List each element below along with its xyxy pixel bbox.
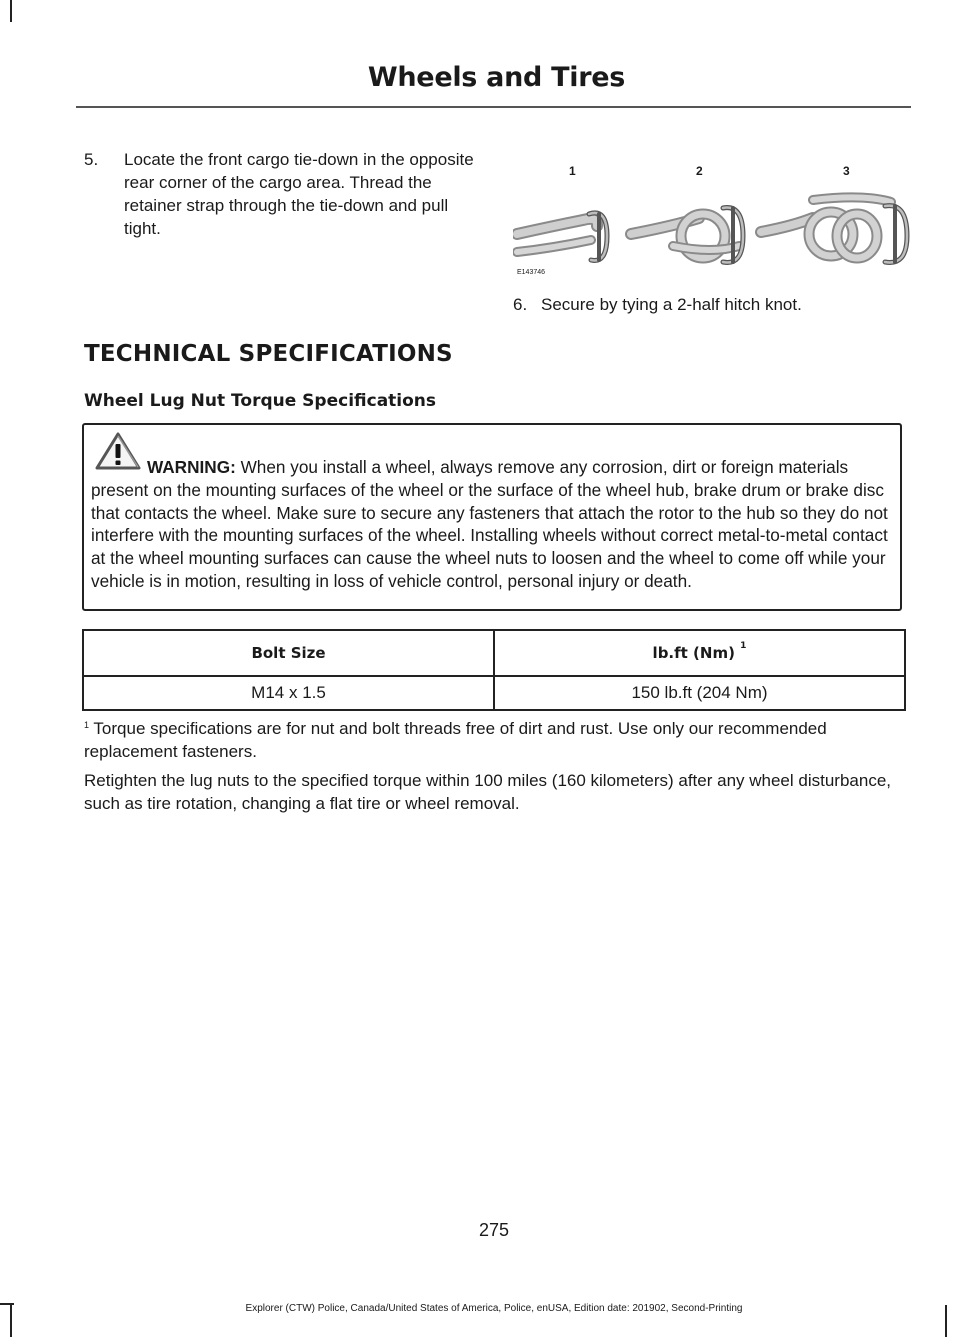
knot-figure: [513, 156, 910, 284]
page-footer: Explorer (CTW) Police, Canada/United States of America, Police, enUSA, Edition date: 201902, Second-Printing: [245, 1303, 743, 1314]
figure-code: E143746: [517, 269, 546, 276]
warning-text: [91, 456, 896, 593]
step-6: [513, 293, 910, 316]
step-text: Locate the front cargo tie-down in the opposite rear corner of the cargo area. Thread the retainer strap through the tie-down and pull tight.: [124, 150, 474, 238]
table-header-bolt-size: Bolt Size: [83, 630, 494, 676]
hitch-knot-illustration: [513, 156, 910, 271]
table-header-torque: lb.ft (Nm) $^1$: [494, 630, 905, 676]
torque-spec-table: [82, 629, 906, 711]
figure-label-3: 3: [843, 164, 850, 178]
table-header-row: [83, 630, 905, 676]
retighten-paragraph: Retighten the lug nuts to the specified torque within 100 miles (160 kilometers) after any wheel disturbance, such as tire rotation, changing a flat tire or wheel removal.: [84, 771, 892, 813]
header-divider: [76, 106, 911, 108]
footnote-text: Torque specifications are for nut and bolt threads free of dirt and rust. Use only our recommended replacement fasteners.: [84, 719, 827, 761]
warning-box: [82, 423, 902, 611]
section-heading: TECHNICAL SPECIFICATIONS: [84, 341, 453, 367]
warning-label: WARNING:: [147, 457, 236, 477]
footnote-marker: 1: [84, 720, 90, 730]
figure-label-1: 1: [569, 164, 576, 178]
step-number: 5.: [84, 150, 99, 169]
step-text: Secure by tying a 2-half hitch knot.: [541, 295, 802, 314]
footnote-ref: 1: [740, 641, 747, 651]
page-header-title: Wheels and Tires: [367, 62, 625, 93]
warning-body: When you install a wheel, always remove any corrosion, dirt or foreign materials present on the mounting surfaces of the wheel or the surface of the wheel hub, brake drum or brake disc that contacts the wheel. Make sure to secure any fasteners that attach the rotor to the hub so they do not interfere with the mounting surfaces of the wheel. Installing wheels without correct metal-to-metal contact at the wheel mounting surfaces can cause the wheel nuts to loosen and the wheel to come off while your vehicle is in motion, resulting in loss of vehicle control, personal injury or death.: [91, 457, 888, 591]
table-cell-bolt-size: M14 x 1.5: [83, 676, 494, 710]
page-number: 275: [478, 1220, 510, 1240]
table-footnote: [84, 717, 904, 763]
table-row: [83, 676, 905, 710]
table-cell-torque: 150 lb.ft (204 Nm): [494, 676, 905, 710]
step-5: [84, 148, 479, 240]
crop-mark-top-left: [10, 0, 12, 22]
figure-label-2: 2: [696, 164, 703, 178]
step-number: 6.: [513, 295, 528, 314]
sub-heading: Wheel Lug Nut Torque Specifications: [84, 391, 437, 411]
